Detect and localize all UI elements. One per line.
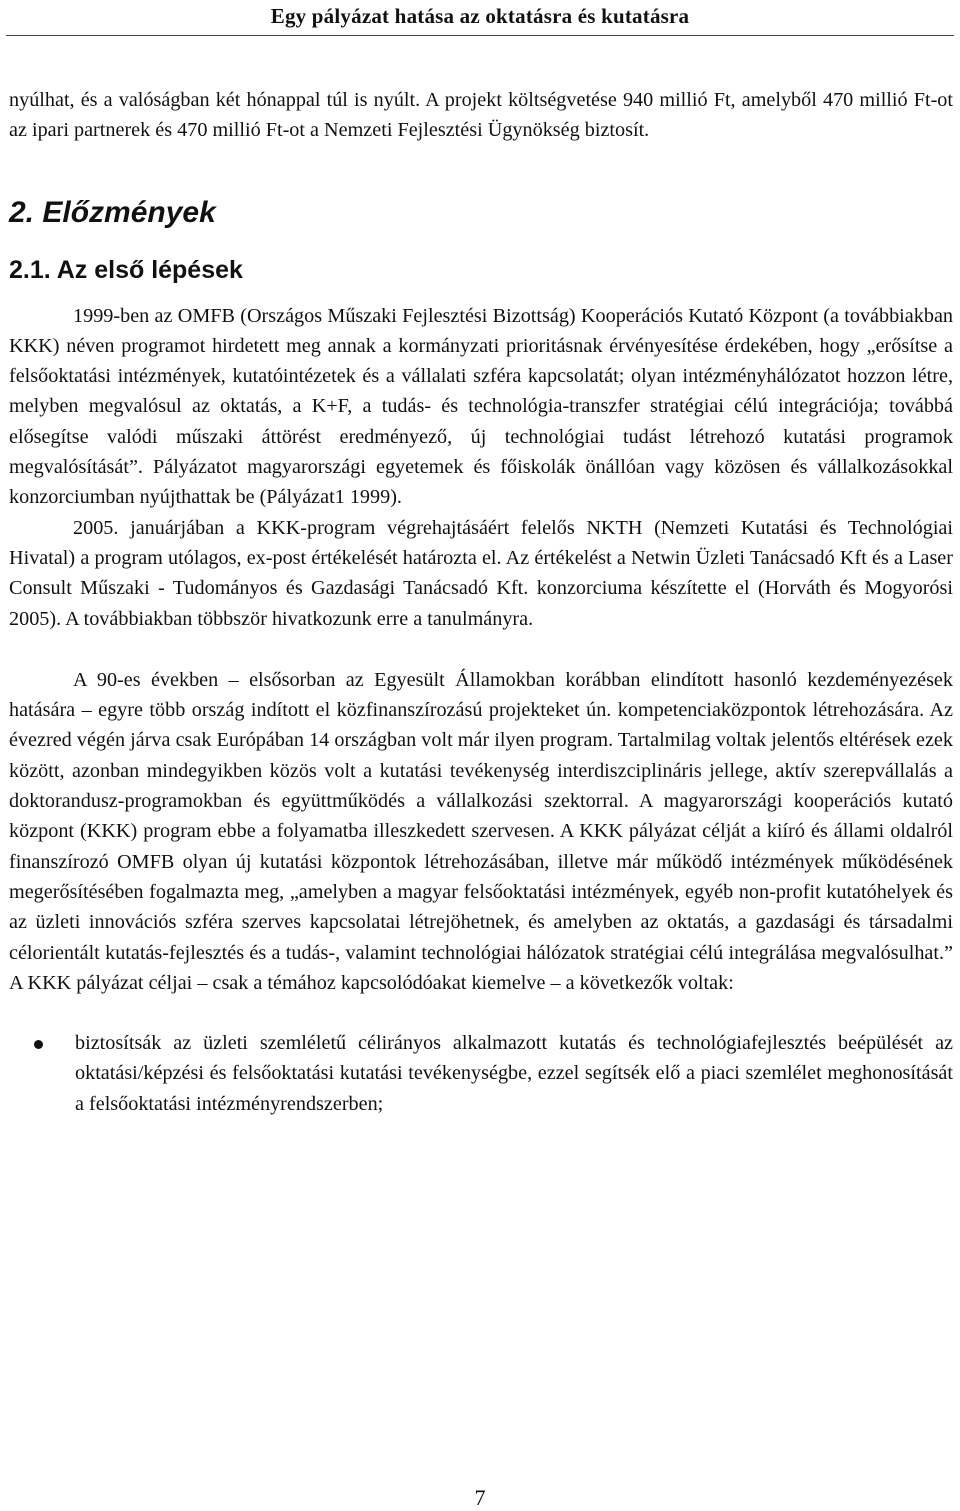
- goals-list: [9, 1028, 953, 1119]
- section-heading: 2. Előzmények: [9, 195, 216, 229]
- paragraph-evaluation: 2005. januárjában a KKK-program végrehajtásáért felelős NKTH (Nemzeti Kutatási és Technológiai Hivatal) a program utólagos, ex-post értékelését határozta el. Az értékelést a Netwin Üzleti Tanácsadó Kft és a Laser Consult Műszaki - Tudományos és Gazdasági Tanácsadó Kft. konzorciuma készítette el (Horváth és Mogyorósi 2005). A továbbiakban többször hivatkozunk erre a tanulmányra.: [9, 516, 953, 630]
- subsection-heading: 2.1. Az első lépések: [9, 255, 243, 284]
- header-divider: [6, 35, 954, 36]
- intro-paragraph: nyúlhat, és a valóságban két hónappal túl is nyúlt. A projekt költségvetése 940 millió Ft, amelyből 470 millió Ft-ot az ipari partnerek és 470 millió Ft-ot a Nemzeti Fejlesztési Ügynökség biztosít.: [9, 89, 953, 142]
- page-body: [9, 85, 953, 1119]
- list-item-text: biztosítsák az üzleti szemléletű célirányos alkalmazott kutatás és technológiafejlesztés beépülését az oktatási/képzési és felsőoktatási kutatási tevékenységbe, ezzel segítsék elő a piaci szemlélet meghonosítását a felsőoktatási intézményrendszerben;: [75, 1032, 953, 1115]
- page-number: 7: [474, 1485, 486, 1510]
- bullet-icon: [34, 1040, 43, 1049]
- running-header-title: Egy pályázat hatása az oktatásra és kutatásra: [270, 4, 690, 28]
- list-item: [9, 1028, 953, 1119]
- paragraph-competence-centers: A 90-es években – elsősorban az Egyesült Államokban korábban elindított hasonló kezdeményezések hatására – egyre több ország indított el közfinanszírozású projekteket ún. kompetenciaközpontok létrehozására. Az évezred végén járva csak Európában 14 országban volt már ilyen program. Tartalmilag voltak jelentős eltérések ezek között, azonban mindegyikben közös volt a kutatási tevékenység interdiszciplináris jellege, aktív szerepvállalás a doktorandusz-programokban és együttműködés a vállalkozási szektorral. A magyarországi kooperációs kutató központ (KKK) program ebbe a folyamatba illeszkedett szervesen. A KKK pályázat célját a kiíró és állami oldalról finanszírozó OMFB olyan új kutatási központok létrehozásában, illetve már működő intézmények működésének megerősítésében fogalmazta meg, „amelyben a magyar felsőoktatási intézmények, egyéb non-profit kutatóhelyek és az üzleti innovációs szféra szerves kapcsolatai létrejöhetnek, és amelyben az oktatás, a gazdasági és társadalmi célorientált kutatás-fejlesztés és a tudás-, valamint technológiai hálózatok stratégiai célú integrálása megvalósulhat.” A KKK pályázat céljai – csak a témához kapcsolódóakat kiemelve – a következők voltak:: [9, 668, 953, 994]
- paragraph-omfb-program: 1999-ben az OMFB (Országos Műszaki Fejlesztési Bizottság) Kooperációs Kutató Központ (a továbbiakban KKK) néven programot hirdetett meg annak a kormányzati prioritásnak érvényesítése érdekében, hogy „erősítse a felsőoktatási intézmények, kutatóintézetek és a vállalati szféra kapcsolatát; olyan intézményhálózatot hozzon létre, melyben megvalósul az oktatás, a K+F, a tudás- és technológia-transzfer stratégiai célú integrációja; továbbá elősegítse valódi műszaki áttörést eredményező, új technológiai tudást létrehozó kutatási programok megvalósítását”. Pályázatot magyarországi egyetemek és főiskolák önállóan vagy közösen és vállalkozásokkal konzorciumban nyújthattak be (Pályázat1 1999).: [9, 304, 953, 509]
